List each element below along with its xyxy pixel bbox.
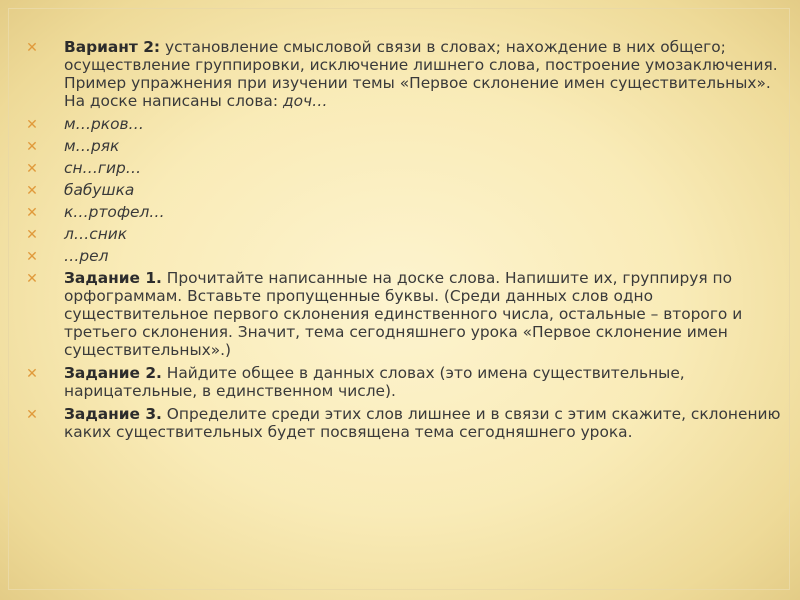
- x-mark-icon: ✕: [26, 407, 38, 423]
- x-mark-icon: ✕: [26, 227, 38, 243]
- word-text: м…ряк: [64, 137, 120, 155]
- variant-lead: Вариант 2:: [64, 38, 161, 56]
- word-item: [24, 203, 794, 221]
- x-mark-icon: ✕: [26, 183, 38, 199]
- word-item: [24, 247, 794, 265]
- x-mark-icon: ✕: [26, 161, 38, 177]
- task-paragraph: [24, 405, 794, 441]
- variant-italic-word: доч…: [282, 92, 328, 110]
- word-item: [24, 181, 794, 199]
- task-text: Найдите общее в данных словах (это имена существительные, нарицательные, в единственном числе).: [64, 364, 685, 400]
- x-mark-icon: ✕: [26, 249, 38, 265]
- slide-content: [24, 38, 794, 446]
- word-text: сн…гир…: [64, 159, 142, 177]
- word-text: м…рков…: [64, 115, 144, 133]
- word-text: …рел: [64, 247, 109, 265]
- variant-paragraph: [24, 38, 794, 110]
- word-text: л…сник: [64, 225, 128, 243]
- x-mark-icon: ✕: [26, 117, 38, 133]
- word-text: бабушка: [64, 181, 135, 199]
- variant-text: установление смысловой связи в словах; нахождение в них общего; осуществление группировки, исключение лишнего слова, построение умозаключения. Пример упражнения при изучении темы «Первое склонение имен существительных». На доске написаны слова:: [64, 38, 778, 110]
- word-item: [24, 225, 794, 243]
- word-item: [24, 137, 794, 155]
- word-item: [24, 115, 794, 133]
- task-paragraph: [24, 269, 794, 359]
- x-mark-icon: ✕: [26, 205, 38, 221]
- x-mark-icon: ✕: [26, 40, 38, 56]
- x-mark-icon: ✕: [26, 139, 38, 155]
- task-lead: Задание 2.: [64, 364, 162, 382]
- task-paragraph: [24, 364, 794, 400]
- task-lead: Задание 1.: [64, 269, 162, 287]
- word-item: [24, 159, 794, 177]
- task-text: Прочитайте написанные на доске слова. Напишите их, группируя по орфограммам. Вставьте пропущенные буквы. (Среди данных слов одно существительное первого склонения единственного числа, остальные – второго и третьего склонения. Значит, тема сегодняшнего урока «Первое склонение имен существительных».): [64, 269, 743, 359]
- task-text: Определите среди этих слов лишнее и в связи с этим скажите, склонению каких существительных будет посвящена тема сегодняшнего урока.: [64, 405, 781, 441]
- task-lead: Задание 3.: [64, 405, 162, 423]
- x-mark-icon: ✕: [26, 271, 38, 287]
- x-mark-icon: ✕: [26, 366, 38, 382]
- word-text: к…ртофел…: [64, 203, 165, 221]
